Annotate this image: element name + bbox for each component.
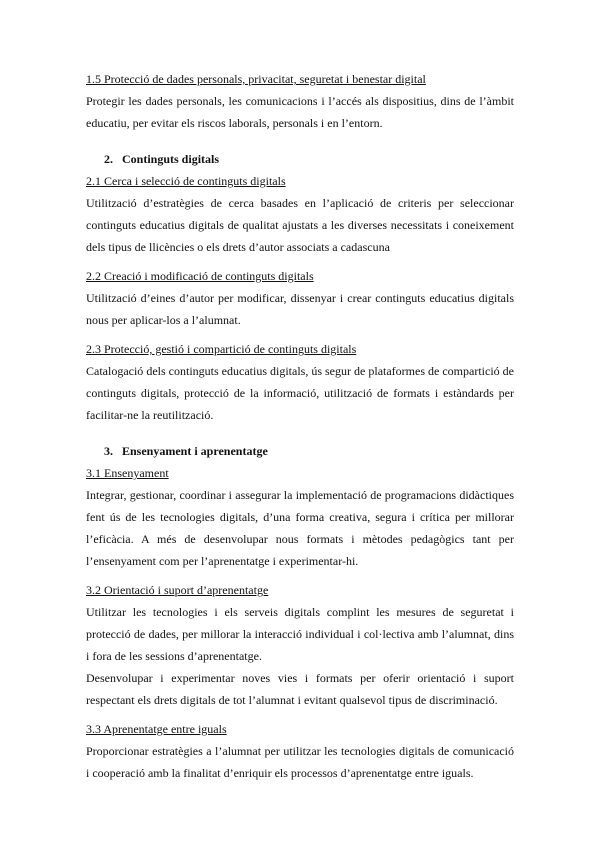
section-title: Ensenyament i aprenentatge xyxy=(122,444,268,458)
subsection-heading: 2.3 Protecció, gestió i compartició de continguts digitals xyxy=(86,342,357,356)
section-number: 2. xyxy=(104,152,113,166)
subsection-heading: 2.1 Cerca i selecció de continguts digitals xyxy=(86,174,286,188)
section-heading xyxy=(86,148,514,170)
subsection-heading: 1.5 Protecció de dades personals, privacitat, seguretat i benestar digital xyxy=(86,72,426,86)
subsection-heading: 3.2 Orientació i suport d’aprenentatge xyxy=(86,583,269,597)
body-paragraph: Catalogació dels continguts educatius digitals, ús segur de plataformes de compartició de continguts digitals, protecció de la informació, utilització de formats i estàndards per facilitar-ne la reutilització. xyxy=(86,364,514,422)
subsection-heading: 3.1 Ensenyament xyxy=(86,466,169,480)
subsection-heading: 3.3 Aprenentatge entre iguals xyxy=(86,722,227,736)
body-paragraph: Utilitzar les tecnologies i els serveis digitals complint les mesures de seguretat i protecció de dades, per millorar la interacció individual i col·lectiva amb l’alumnat, dins i fora de les sessions d’aprenentatge. xyxy=(86,605,514,663)
section-number: 3. xyxy=(104,444,113,458)
document-body xyxy=(86,68,514,784)
body-paragraph: Desenvolupar i experimentar noves vies i formats per oferir orientació i suport respectant els drets digitals de tot l’alumnat i evitant qualsevol tipus de discriminació. xyxy=(86,671,514,707)
section-heading xyxy=(86,440,514,462)
body-paragraph: Utilització d’estratègies de cerca basades en l’aplicació de criteris per seleccionar continguts educatius digitals de qualitat ajustats a les diverses necessitats i coneixement dels tipus de llicències o els drets d’autor associats a cadascuna xyxy=(86,196,514,254)
subsection-heading: 2.2 Creació i modificació de continguts digitals xyxy=(86,269,314,283)
section-title: Continguts digitals xyxy=(122,152,220,166)
body-paragraph: Utilització d’eines d’autor per modificar, dissenyar i crear continguts educatius digitals nous per aplicar-los a l’alumnat. xyxy=(86,291,514,327)
body-paragraph: Protegir les dades personals, les comunicacions i l’accés als dispositius, dins de l’àmbit educatiu, per evitar els riscos laborals, personals i en l’entorn. xyxy=(86,94,514,130)
body-paragraph: Proporcionar estratègies a l’alumnat per utilitzar les tecnologies digitals de comunicació i cooperació amb la finalitat d’enriquir els processos d’aprenentatge entre iguals. xyxy=(86,744,514,780)
body-paragraph: Integrar, gestionar, coordinar i assegurar la implementació de programacions didàctiques fent ús de les tecnologies digitals, d’una forma creativa, segura i crítica per millorar l’eficàcia. A més de desenvolupar nous formats i mètodes pedagògics tant per l’ensenyament com per l’aprenentatge i experimentar-hi. xyxy=(86,488,514,568)
